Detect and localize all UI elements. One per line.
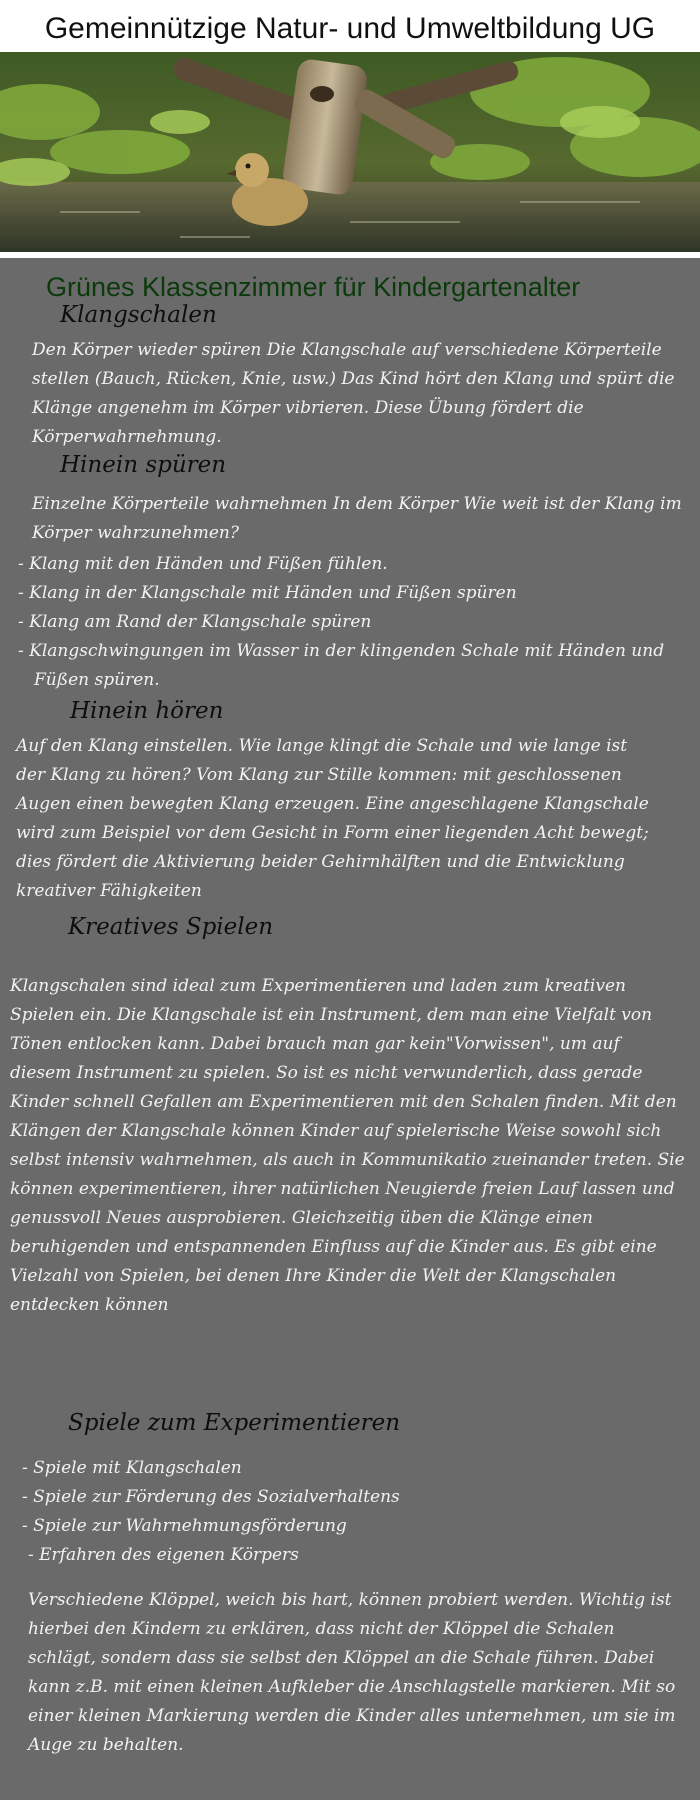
site-header [0, 0, 700, 52]
section-heading-hinein-spueren: Hinein spüren [60, 452, 227, 478]
section-heading-kreatives-spielen: Kreatives Spielen [68, 914, 274, 940]
site-title: Gemeinnützige Natur- und Umweltbildung UG [44, 12, 656, 45]
paragraph-hinein-hoeren: Auf den Klang einstellen. Wie lange klingt die Schale und wie lange ist der Klang zu hören? Vom Klang zur Stille kommen: mit geschlossenen Augen einen bewegten Klang erzeugen. Eine angeschlagene Klangschale wird zum Beispiel vor dem Gesicht in Form einer liegenden Acht bewegt; dies fördert die Aktivierung beider Gehirnhälften und die Entwicklung kreativer Fähigkeiten [16, 736, 649, 901]
paragraph-kreatives-spielen: Klangschalen sind ideal zum Experimentieren und laden zum kreativen Spielen ein. Die Klangschale ist ein Instrument, dem man eine Vielfalt von Tönen entlocken kann. Dabei brauch man gar kein"Vorwissen", um auf diesem Instrument zu spielen. So ist es nicht verwunderlich, dass gerade Kinder schnell Gefallen am Experimentieren mit den Schalen finden. Mit den Klängen der Klangschale können Kinder auf spielerische Weise sowohl sich selbst intensiv wahrnehmen, als auch in Kommunikatio zueinander treten. Sie können experimentieren, ihrer natürlichen Neugierde freien Lauf lassen und genussvoll Neues ausprobieren. Gleichzeitig üben die Klänge einen beruhigenden und entspannenden Einfluss auf die Kinder aus. Es gibt eine Vielzahl von Spielen, bei denen Ihre Kinder die Welt der Klangschalen entdecken können [10, 976, 685, 1315]
section-heading-hinein-hoeren: Hinein hören [70, 698, 224, 724]
list-item: - Spiele zur Förderung des Sozialverhaltens [22, 1487, 400, 1507]
page-title: Grünes Klassenzimmer für Kindergartenalter [46, 272, 581, 302]
list-item: - Spiele mit Klangschalen [22, 1458, 242, 1478]
list-item: - Erfahren des eigenen Körpers [28, 1545, 299, 1565]
list-item: - Spiele zur Wahrnehmungsförderung [22, 1516, 347, 1536]
paragraph-hinein-spueren: Einzelne Körperteile wahrnehmen In dem Körper Wie weit ist der Klang im Körper wahrzunehmen? [32, 494, 682, 543]
section-heading-spiele-experimentieren: Spiele zum Experimentieren [68, 1410, 401, 1436]
duckling-pond-photo-icon [0, 52, 700, 252]
list-spiele [22, 1454, 662, 1570]
list-item: - Klang in der Klangschale mit Händen und Füßen spüren [18, 583, 517, 603]
list-item: - Klangschwingungen im Wasser in der klingenden Schale mit Händen und Füßen spüren. [18, 641, 665, 690]
banner-image [0, 52, 700, 252]
content-area [0, 258, 700, 1800]
paragraph-klangschalen: Den Körper wieder spüren Die Klangschale auf verschiedene Körperteile stellen (Bauch, Rücken, Knie, usw.) Das Kind hört den Klang und spürt die Klänge angenehm im Körper vibrieren. Diese Übung fördert die Körperwahrnehmung. [32, 340, 675, 447]
list-hinein-spueren [18, 550, 678, 695]
list-item: - Klang mit den Händen und Füßen fühlen. [18, 554, 388, 574]
list-item: - Klang am Rand der Klangschale spüren [18, 612, 372, 632]
paragraph-kloeppel: Verschiedene Klöppel, weich bis hart, können probiert werden. Wichtig ist hierbei den Kindern zu erklären, dass nicht der Klöppel die Schalen schlägt, sondern dass sie selbst den Klöppel an die Schale führen. Dabei kann z.B. mit einen kleinen Aufkleber die Anschlagstelle markieren. Mit so einer kleinen Markierung werden die Kinder alles unternehmen, um sie im Auge zu behalten. [28, 1590, 676, 1755]
section-heading-klangschalen: Klangschalen [60, 302, 217, 328]
